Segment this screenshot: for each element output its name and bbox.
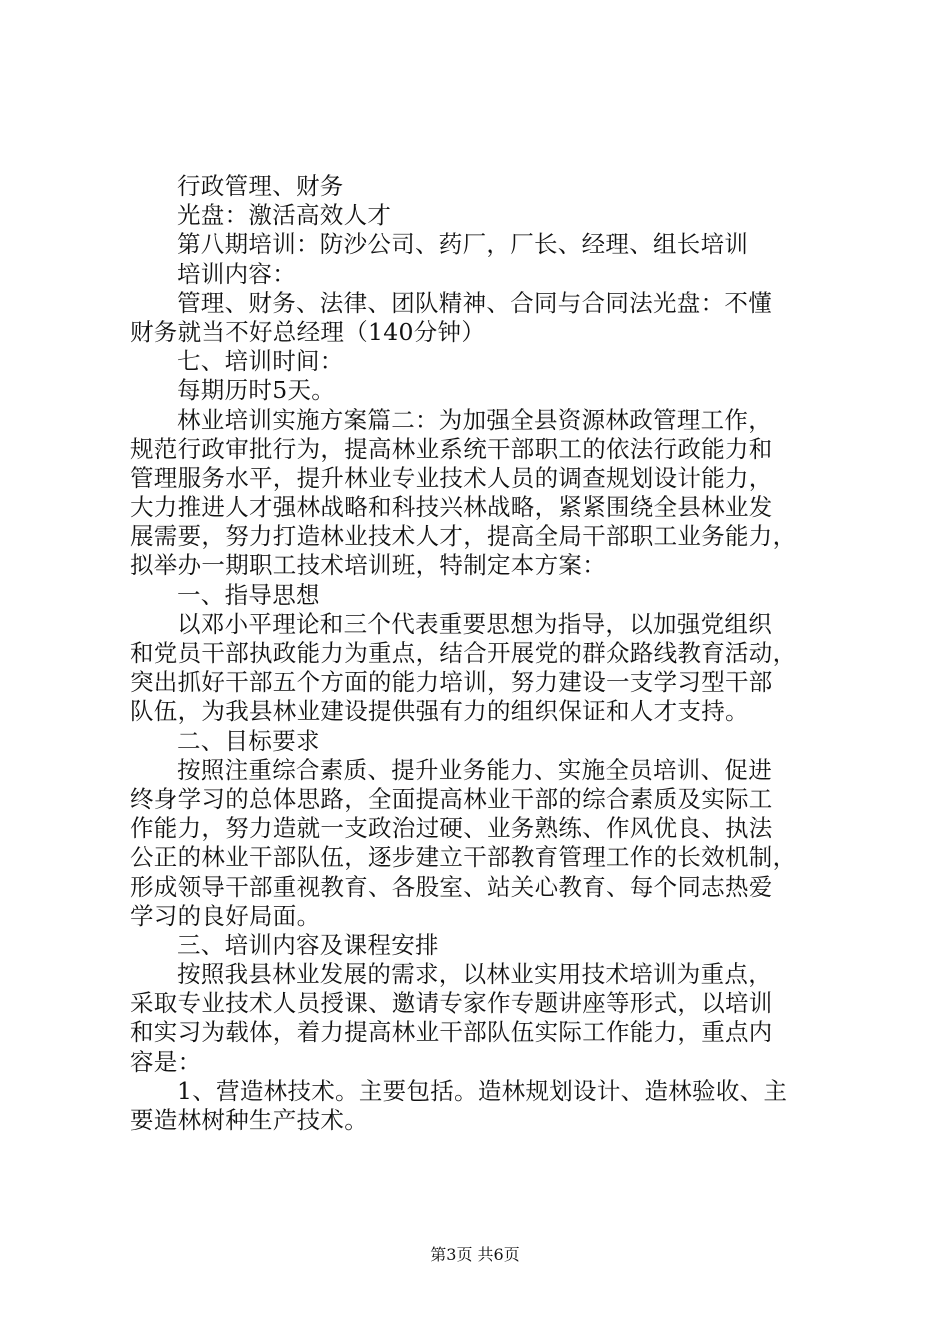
- page-footer: [0, 1244, 950, 1266]
- section-heading: 三、培训内容及课程安排: [177, 930, 439, 959]
- text-line: 大力推进人才强林战略和科技兴林战略，紧紧围绕全县林业发: [130, 493, 773, 522]
- text-line: 拟举办一期职工技术培训班，特制定本方案：: [130, 551, 606, 580]
- page-number: 第3页 共6页: [430, 1245, 520, 1264]
- text-line: 突出抓好干部五个方面的能力培训，努力建设一支学习型干部: [130, 668, 773, 697]
- text-line: 和实习为载体，着力提高林业干部队伍实际工作能力，重点内: [130, 1018, 773, 1047]
- text-line: 和党员干部执政能力为重点，结合开展党的群众路线教育活动，: [130, 639, 797, 667]
- text-line: 展需要，努力打造林业技术人才，提高全局干部职工业务能力，: [130, 522, 797, 551]
- text-line: 学习的良好局面。: [130, 901, 321, 930]
- text-line: 规范行政审批行为，提高林业系统干部职工的依法行政能力和: [130, 434, 773, 463]
- text-line: 队伍，为我县林业建设提供强有力的组织保证和人才支持。: [130, 697, 749, 726]
- text-line: 公正的林业干部队伍，逐步建立干部教育管理工作的长效机制，: [130, 843, 797, 872]
- text-line: 每期历时5天。: [177, 376, 336, 405]
- text-line: 终身学习的总体思路，全面提高林业干部的综合素质及实际工: [130, 784, 773, 813]
- text-line: 财务就当不好总经理（140分钟）: [130, 317, 486, 346]
- text-line: 采取专业技术人员授课、邀请专家作专题讲座等形式，以培训: [130, 989, 773, 1018]
- text-line: 作能力，努力造就一支政治过硬、业务熟练、作风优良、执法: [130, 814, 773, 843]
- list-item: 1、营造林技术。主要包括。造林规划设计、造林验收、主: [177, 1076, 788, 1105]
- text-line: 容是：: [130, 1047, 202, 1076]
- text-line: 培训内容：: [177, 259, 296, 288]
- text-line: 按照我县林业发展的需求，以林业实用技术培训为重点，: [177, 960, 772, 989]
- text-line: 第八期培训：防沙公司、药厂，厂长、经理、组长培训: [177, 230, 749, 259]
- text-line: 行政管理、财务: [177, 172, 344, 200]
- section-heading: 七、培训时间：: [177, 347, 344, 376]
- text-line: 以邓小平理论和三个代表重要思想为指导，以加强党组织: [177, 609, 772, 638]
- text-line: 光盘：激活高效人才: [177, 201, 392, 230]
- text-line: 管理服务水平，提升林业专业技术人员的调查规划设计能力，: [130, 463, 773, 492]
- text-line: 要造林树种生产技术。: [130, 1106, 368, 1134]
- document-body: [130, 172, 830, 1135]
- text-line: 林业培训实施方案篇二：为加强全县资源林政管理工作，: [177, 405, 772, 434]
- section-heading: 二、目标要求: [177, 726, 320, 755]
- text-line: 按照注重综合素质、提升业务能力、实施全员培训、促进: [177, 755, 772, 784]
- section-heading: 一、指导思想: [177, 580, 320, 609]
- text-line: 管理、财务、法律、团队精神、合同与合同法光盘：不懂: [177, 288, 772, 317]
- text-line: 形成领导干部重视教育、各股室、站关心教育、每个同志热爱: [130, 872, 773, 901]
